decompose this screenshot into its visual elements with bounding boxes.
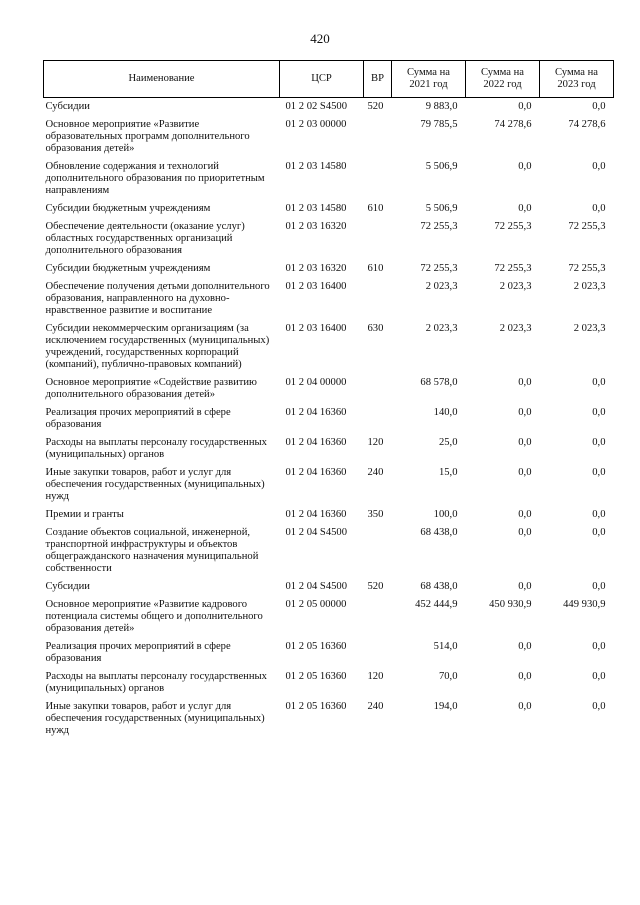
- cell-sum-2021: 15,0: [438, 467, 458, 478]
- cell-sum-2023: 2 023,3: [573, 323, 606, 334]
- cell-sum-2021: 9 883,0: [425, 101, 458, 112]
- cell-sum-2022: 0,0: [518, 641, 532, 652]
- table-row: [44, 524, 614, 578]
- cell-csr: 01 2 04 16360: [285, 467, 347, 478]
- cell-sum-2022: 0,0: [518, 203, 532, 214]
- cell-csr: 01 2 04 16360: [285, 437, 347, 448]
- header-sum-2021: Сумма на 2021 год: [392, 61, 466, 98]
- table-row: [44, 668, 614, 698]
- cell-vr: [364, 218, 392, 260]
- cell-sum-2023: 0,0: [592, 701, 606, 712]
- table-row: [44, 98, 614, 117]
- cell-name: Расходы на выплаты персоналу государственных (муниципальных) органов: [45, 671, 267, 694]
- header-sum-2023: Сумма на 2023 год: [540, 61, 614, 98]
- cell-sum-2023: 0,0: [592, 203, 606, 214]
- cell-vr: 610: [367, 263, 384, 274]
- cell-csr: 01 2 04 16360: [285, 407, 347, 418]
- cell-name: Субсидии бюджетным учреждениям: [45, 203, 211, 214]
- cell-sum-2021: 70,0: [438, 671, 458, 682]
- cell-vr: [364, 638, 392, 668]
- cell-csr: 01 2 05 16360: [285, 671, 347, 682]
- cell-vr: 120: [367, 671, 384, 682]
- cell-sum-2022: 2 023,3: [499, 323, 532, 334]
- cell-name: Субсидии некоммерческим организациям (за исключением государственных (муниципальных) учреждений, государственных корпораций (компаний), публично-правовых компаний): [45, 323, 270, 370]
- table-row: [44, 158, 614, 200]
- cell-sum-2023: 0,0: [592, 509, 606, 520]
- cell-sum-2021: 72 255,3: [420, 263, 458, 274]
- cell-sum-2022: 0,0: [518, 581, 532, 592]
- cell-name: Основное мероприятие «Развитие кадрового потенциала системы общего и дополнительного образования детей»: [45, 599, 263, 634]
- cell-csr: 01 2 03 16400: [285, 323, 347, 334]
- header-sum-2022: Сумма на 2022 год: [466, 61, 540, 98]
- cell-csr: 01 2 03 16400: [285, 281, 347, 292]
- table-row: [44, 698, 614, 740]
- cell-sum-2021: 68 438,0: [420, 527, 458, 538]
- cell-sum-2023: 0,0: [592, 527, 606, 538]
- table-header-row: [44, 61, 614, 98]
- table-row: [44, 320, 614, 374]
- cell-sum-2023: 72 255,3: [568, 263, 606, 274]
- cell-name: Субсидии: [45, 101, 90, 112]
- cell-vr: [364, 596, 392, 638]
- cell-csr: 01 2 04 S4500: [285, 581, 348, 592]
- cell-name: Реализация прочих мероприятий в сфере образования: [45, 641, 231, 664]
- cell-csr: 01 2 03 16320: [285, 263, 347, 274]
- cell-sum-2022: 0,0: [518, 509, 532, 520]
- cell-vr: 240: [367, 701, 384, 712]
- cell-sum-2022: 0,0: [518, 701, 532, 712]
- cell-name: Расходы на выплаты персоналу государственных (муниципальных) органов: [45, 437, 267, 460]
- cell-sum-2022: 0,0: [518, 407, 532, 418]
- cell-sum-2023: 449 930,9: [563, 599, 606, 610]
- cell-vr: [364, 278, 392, 320]
- header-name: Наименование: [44, 61, 280, 98]
- cell-sum-2021: 72 255,3: [420, 221, 458, 232]
- cell-sum-2021: 452 444,9: [415, 599, 458, 610]
- cell-sum-2022: 72 255,3: [494, 221, 532, 232]
- table-row: [44, 278, 614, 320]
- cell-sum-2023: 0,0: [592, 671, 606, 682]
- cell-csr: 01 2 03 16320: [285, 221, 347, 232]
- cell-sum-2023: 0,0: [592, 101, 606, 112]
- cell-name: Основное мероприятие «Развитие образовательных программ дополнительного образования детей»: [45, 119, 250, 154]
- cell-sum-2022: 0,0: [518, 377, 532, 388]
- cell-csr: 01 2 02 S4500: [285, 101, 348, 112]
- cell-csr: 01 2 04 00000: [285, 377, 347, 388]
- header-csr: ЦСР: [280, 61, 364, 98]
- cell-sum-2022: 0,0: [518, 467, 532, 478]
- cell-sum-2022: 0,0: [518, 671, 532, 682]
- cell-vr: 520: [367, 101, 384, 112]
- cell-vr: [364, 524, 392, 578]
- cell-name: Реализация прочих мероприятий в сфере образования: [45, 407, 231, 430]
- cell-vr: [364, 374, 392, 404]
- cell-sum-2021: 514,0: [433, 641, 458, 652]
- cell-vr: 240: [367, 467, 384, 478]
- cell-sum-2022: 0,0: [518, 437, 532, 448]
- cell-sum-2021: 100,0: [433, 509, 458, 520]
- cell-sum-2022: 74 278,6: [494, 119, 532, 130]
- table-row: [44, 638, 614, 668]
- cell-name: Субсидии бюджетным учреждениям: [45, 263, 211, 274]
- cell-sum-2021: 5 506,9: [425, 203, 458, 214]
- table-row: [44, 596, 614, 638]
- cell-name: Обеспечение деятельности (оказание услуг) областных государственных организаций дополнительного образования: [45, 221, 245, 256]
- cell-sum-2023: 0,0: [592, 467, 606, 478]
- cell-sum-2023: 0,0: [592, 407, 606, 418]
- cell-vr: 120: [367, 437, 384, 448]
- cell-csr: 01 2 05 16360: [285, 641, 347, 652]
- table-row: [44, 200, 614, 218]
- cell-sum-2022: 0,0: [518, 161, 532, 172]
- table-row: [44, 260, 614, 278]
- cell-name: Иные закупки товаров, работ и услуг для обеспечения государственных (муниципальных) нужд: [45, 701, 265, 736]
- cell-vr: 610: [367, 203, 384, 214]
- cell-sum-2021: 5 506,9: [425, 161, 458, 172]
- table-row: [44, 218, 614, 260]
- cell-csr: 01 2 03 00000: [285, 119, 347, 130]
- table-row: [44, 374, 614, 404]
- cell-vr: [364, 404, 392, 434]
- table-body: [44, 98, 614, 741]
- table-row: [44, 578, 614, 596]
- cell-sum-2021: 194,0: [433, 701, 458, 712]
- cell-name: Основное мероприятие «Содействие развитию дополнительного образования детей»: [45, 377, 257, 400]
- cell-name: Премии и гранты: [45, 509, 124, 520]
- cell-name: Иные закупки товаров, работ и услуг для обеспечения государственных (муниципальных) нужд: [45, 467, 265, 502]
- cell-sum-2023: 0,0: [592, 161, 606, 172]
- cell-sum-2022: 72 255,3: [494, 263, 532, 274]
- cell-name: Создание объектов социальной, инженерной, транспортной инфраструктуры и объектов общегражданского назначения муниципальной собственности: [45, 527, 259, 574]
- cell-sum-2021: 140,0: [433, 407, 458, 418]
- cell-csr: 01 2 05 00000: [285, 599, 347, 610]
- cell-sum-2023: 74 278,6: [568, 119, 606, 130]
- cell-sum-2023: 2 023,3: [573, 281, 606, 292]
- cell-sum-2022: 450 930,9: [489, 599, 532, 610]
- cell-vr: [364, 158, 392, 200]
- cell-sum-2022: 2 023,3: [499, 281, 532, 292]
- cell-name: Обновление содержания и технологий дополнительного образования по приоритетным направлениям: [45, 161, 265, 196]
- cell-sum-2022: 0,0: [518, 101, 532, 112]
- header-vr: ВР: [364, 61, 392, 98]
- cell-sum-2021: 79 785,5: [420, 119, 458, 130]
- cell-sum-2023: 0,0: [592, 437, 606, 448]
- cell-sum-2021: 68 438,0: [420, 581, 458, 592]
- cell-csr: 01 2 03 14580: [285, 203, 347, 214]
- cell-sum-2023: 72 255,3: [568, 221, 606, 232]
- budget-table: [43, 60, 614, 740]
- table-row: [44, 434, 614, 464]
- page-number: 420: [310, 31, 330, 46]
- table-row: [44, 464, 614, 506]
- cell-sum-2021: 2 023,3: [425, 323, 458, 334]
- cell-vr: 630: [367, 323, 384, 334]
- cell-sum-2021: 25,0: [438, 437, 458, 448]
- cell-vr: [364, 116, 392, 158]
- cell-sum-2023: 0,0: [592, 377, 606, 388]
- cell-sum-2021: 68 578,0: [420, 377, 458, 388]
- cell-csr: 01 2 05 16360: [285, 701, 347, 712]
- cell-csr: 01 2 04 16360: [285, 509, 347, 520]
- table-row: [44, 116, 614, 158]
- cell-csr: 01 2 03 14580: [285, 161, 347, 172]
- cell-csr: 01 2 04 S4500: [285, 527, 348, 538]
- cell-sum-2022: 0,0: [518, 527, 532, 538]
- cell-sum-2023: 0,0: [592, 581, 606, 592]
- cell-name: Субсидии: [45, 581, 90, 592]
- table-row: [44, 506, 614, 524]
- table-row: [44, 404, 614, 434]
- cell-sum-2023: 0,0: [592, 641, 606, 652]
- cell-name: Обеспечение получения детьми дополнительного образования, направленного на духовно-нравственное развитие и воспитание: [45, 281, 270, 316]
- cell-vr: 350: [367, 509, 384, 520]
- cell-vr: 520: [367, 581, 384, 592]
- cell-sum-2021: 2 023,3: [425, 281, 458, 292]
